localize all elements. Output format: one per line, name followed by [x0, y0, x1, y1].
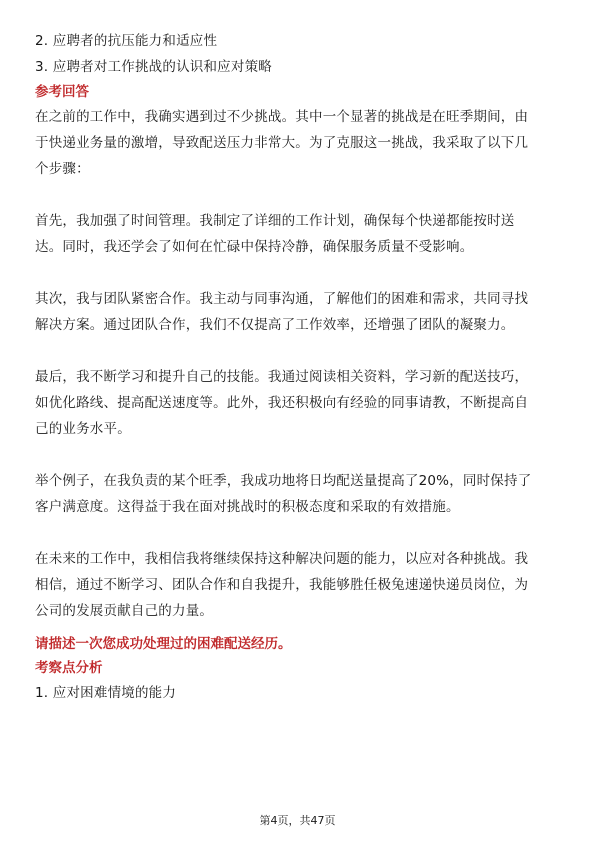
paragraph-line: 解决方案。通过团队合作，我们不仅提高了工作效率，还增强了团队的凝聚力。 [35, 317, 515, 333]
paragraph-line: 在未来的工作中，我相信我将继续保持这种解决问题的能力，以应对各种挑战。我 [35, 551, 529, 567]
paragraph-line: 己的业务水平。 [35, 421, 131, 437]
paragraph-line: 相信，通过不断学习、团队合作和自我提升，我能够胜任极兔速递快递员岗位，为 [35, 577, 529, 593]
analysis-heading: 考察点分析 [35, 660, 103, 676]
paragraph-5 [35, 546, 563, 624]
paragraph-line: 在之前的工作中，我确实遇到过不少挑战。其中一个显著的挑战是在旺季期间，由 [35, 109, 529, 125]
paragraph-line: 公司的发展贡献自己的力量。 [35, 603, 214, 619]
list-item-top-0: 2. 应聘者的抗压能力和适应性 [35, 33, 218, 49]
paragraph-line: 举个例子，在我负责的某个旺季，我成功地将日均配送量提高了20%，同时保持了 [35, 473, 532, 489]
paragraph-2 [35, 286, 563, 338]
question-heading: 请描述一次您成功处理过的困难配送经历。 [35, 636, 292, 652]
answer-heading: 参考回答 [35, 84, 89, 100]
paragraph-line: 最后，我不断学习和提升自己的技能。我通过阅读相关资料，学习新的配送技巧， [35, 369, 529, 385]
paragraph-line: 首先，我加强了时间管理。我制定了详细的工作计划，确保每个快递都能按时送 [35, 213, 515, 229]
page-footer: 第4页，共47页 [259, 814, 336, 827]
paragraph-line: 其次，我与团队紧密合作。我主动与同事沟通，了解他们的困难和需求，共同寻找 [35, 291, 529, 307]
paragraph-line: 于快递业务量的激增，导致配送压力非常大。为了克服这一挑战，我采取了以下几 [35, 135, 529, 151]
paragraph-3 [35, 364, 563, 442]
paragraph-1 [35, 208, 563, 260]
list-item-top-1: 3. 应聘者对工作挑战的认识和应对策略 [35, 59, 272, 75]
paragraph-line: 如优化路线、提高配送速度等。此外，我还积极向有经验的同事请教，不断提高自 [35, 395, 529, 411]
paragraph-line: 客户满意度。这得益于我在面对挑战时的积极态度和采取的有效措施。 [35, 499, 460, 515]
paragraph-4 [35, 468, 563, 520]
paragraph-0 [35, 104, 563, 182]
document-page [35, 28, 563, 706]
paragraph-line: 个步骤： [35, 161, 90, 177]
paragraph-line: 达。同时，我还学会了如何在忙碌中保持冷静，确保服务质量不受影响。 [35, 239, 474, 255]
list-item-bottom-0: 1. 应对困难情境的能力 [35, 685, 177, 701]
